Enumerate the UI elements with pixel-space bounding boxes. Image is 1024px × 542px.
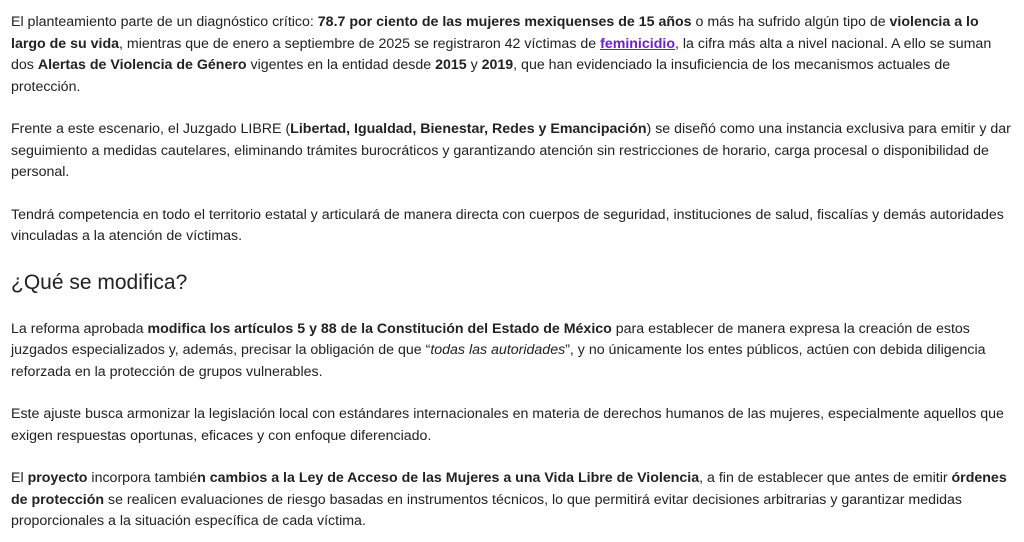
- paragraph-diagnostico: [11, 12, 1016, 98]
- bold-run: 2015: [435, 57, 467, 73]
- paragraph-competencia: [11, 205, 1016, 248]
- section-heading: ¿Qué se modifica?: [11, 270, 188, 294]
- paragraph-reforma: [11, 319, 1016, 384]
- text-run: ”, y no únicamente los entes públicos, actúen con debida diligencia reforzada en la protección de grupos vulnerables.: [11, 342, 986, 380]
- text-run: La reforma aprobada: [11, 320, 148, 337]
- text-run: , que han evidenciado la insuficiencia de los mecanismos actuales de protección.: [11, 57, 951, 95]
- paragraph-ajuste: [11, 404, 1016, 447]
- bold-run: 78.7 por ciento de las mujeres mexiquenses de 15 años: [317, 14, 692, 30]
- bold-run: proyecto: [27, 470, 88, 486]
- text-run: incorpora tambié: [87, 470, 198, 486]
- bold-run: Alertas de Violencia de Género: [37, 57, 247, 73]
- text-run: , mientras que de enero a septiembre de 2025 se registraron 42 víctimas de: [119, 35, 601, 52]
- paragraph-proyecto: [11, 468, 1016, 533]
- text-run: El planteamiento parte de un diagnóstico crítico:: [11, 14, 318, 30]
- feminicidio-link[interactable]: feminicidio: [600, 35, 675, 52]
- text-run: , la cifra más alta a nivel nacional. A ello se suman dos: [11, 35, 992, 73]
- text-run: vigentes en la entidad desde: [246, 57, 436, 73]
- text-run: se realicen evaluaciones de riesgo basadas en instrumentos técnicos, lo que permitirá evitar decisiones arbitrarias y garantizar medidas proporcionales a la situación específica de cada víctima.: [11, 491, 963, 529]
- text-run: y: [466, 57, 482, 73]
- bold-run: n cambios a la Ley de Acceso de las Mujeres a una Vida Libre de Violencia: [197, 470, 700, 486]
- bold-run: 2019: [481, 57, 514, 73]
- bold-run: modifica los artículos 5 y 88 de la Constitución del Estado de México: [147, 320, 612, 337]
- paragraph-juzgado-libre: [11, 119, 1016, 184]
- text-run: Frente a este escenario, el Juzgado LIBRE (: [11, 121, 291, 137]
- text-run: , a fin de establecer que antes de emitir: [699, 470, 952, 486]
- text-run: para establecer de manera expresa la creación de estos juzgados especializados y, además, precisar la obligación de que “: [11, 320, 970, 358]
- bold-run: Libertad, Igualdad, Bienestar, Redes y Emancipación: [290, 121, 647, 137]
- text-run: o más ha sufrido algún tipo de: [691, 14, 890, 30]
- text-run: Tendrá competencia en todo el territorio estatal y articulará de manera directa con cuerpos de seguridad, instituciones de salud, fiscalías y demás autoridades vinculadas a la atención de víctimas.: [11, 206, 1004, 244]
- text-run: Este ajuste busca armonizar la legislación local con estándares internacionales en materia de derechos humanos de las mujeres, especialmente aquellos que exigen respuestas oportunas, eficaces y con enfoque diferenciado.: [11, 406, 1004, 444]
- italic-run: todas las autoridades: [430, 342, 566, 358]
- bold-run: órdenes de protección: [11, 470, 1007, 508]
- text-run: El: [11, 470, 28, 486]
- bold-run: violencia a lo largo de su vida: [11, 14, 979, 52]
- text-run: ) se diseñó como una instancia exclusiva para emitir y dar seguimiento a medidas cautelares, eliminando trámites burocráticos y garantizando atención sin restricciones de horario, carga procesal o disponibilidad de personal.: [11, 121, 1011, 180]
